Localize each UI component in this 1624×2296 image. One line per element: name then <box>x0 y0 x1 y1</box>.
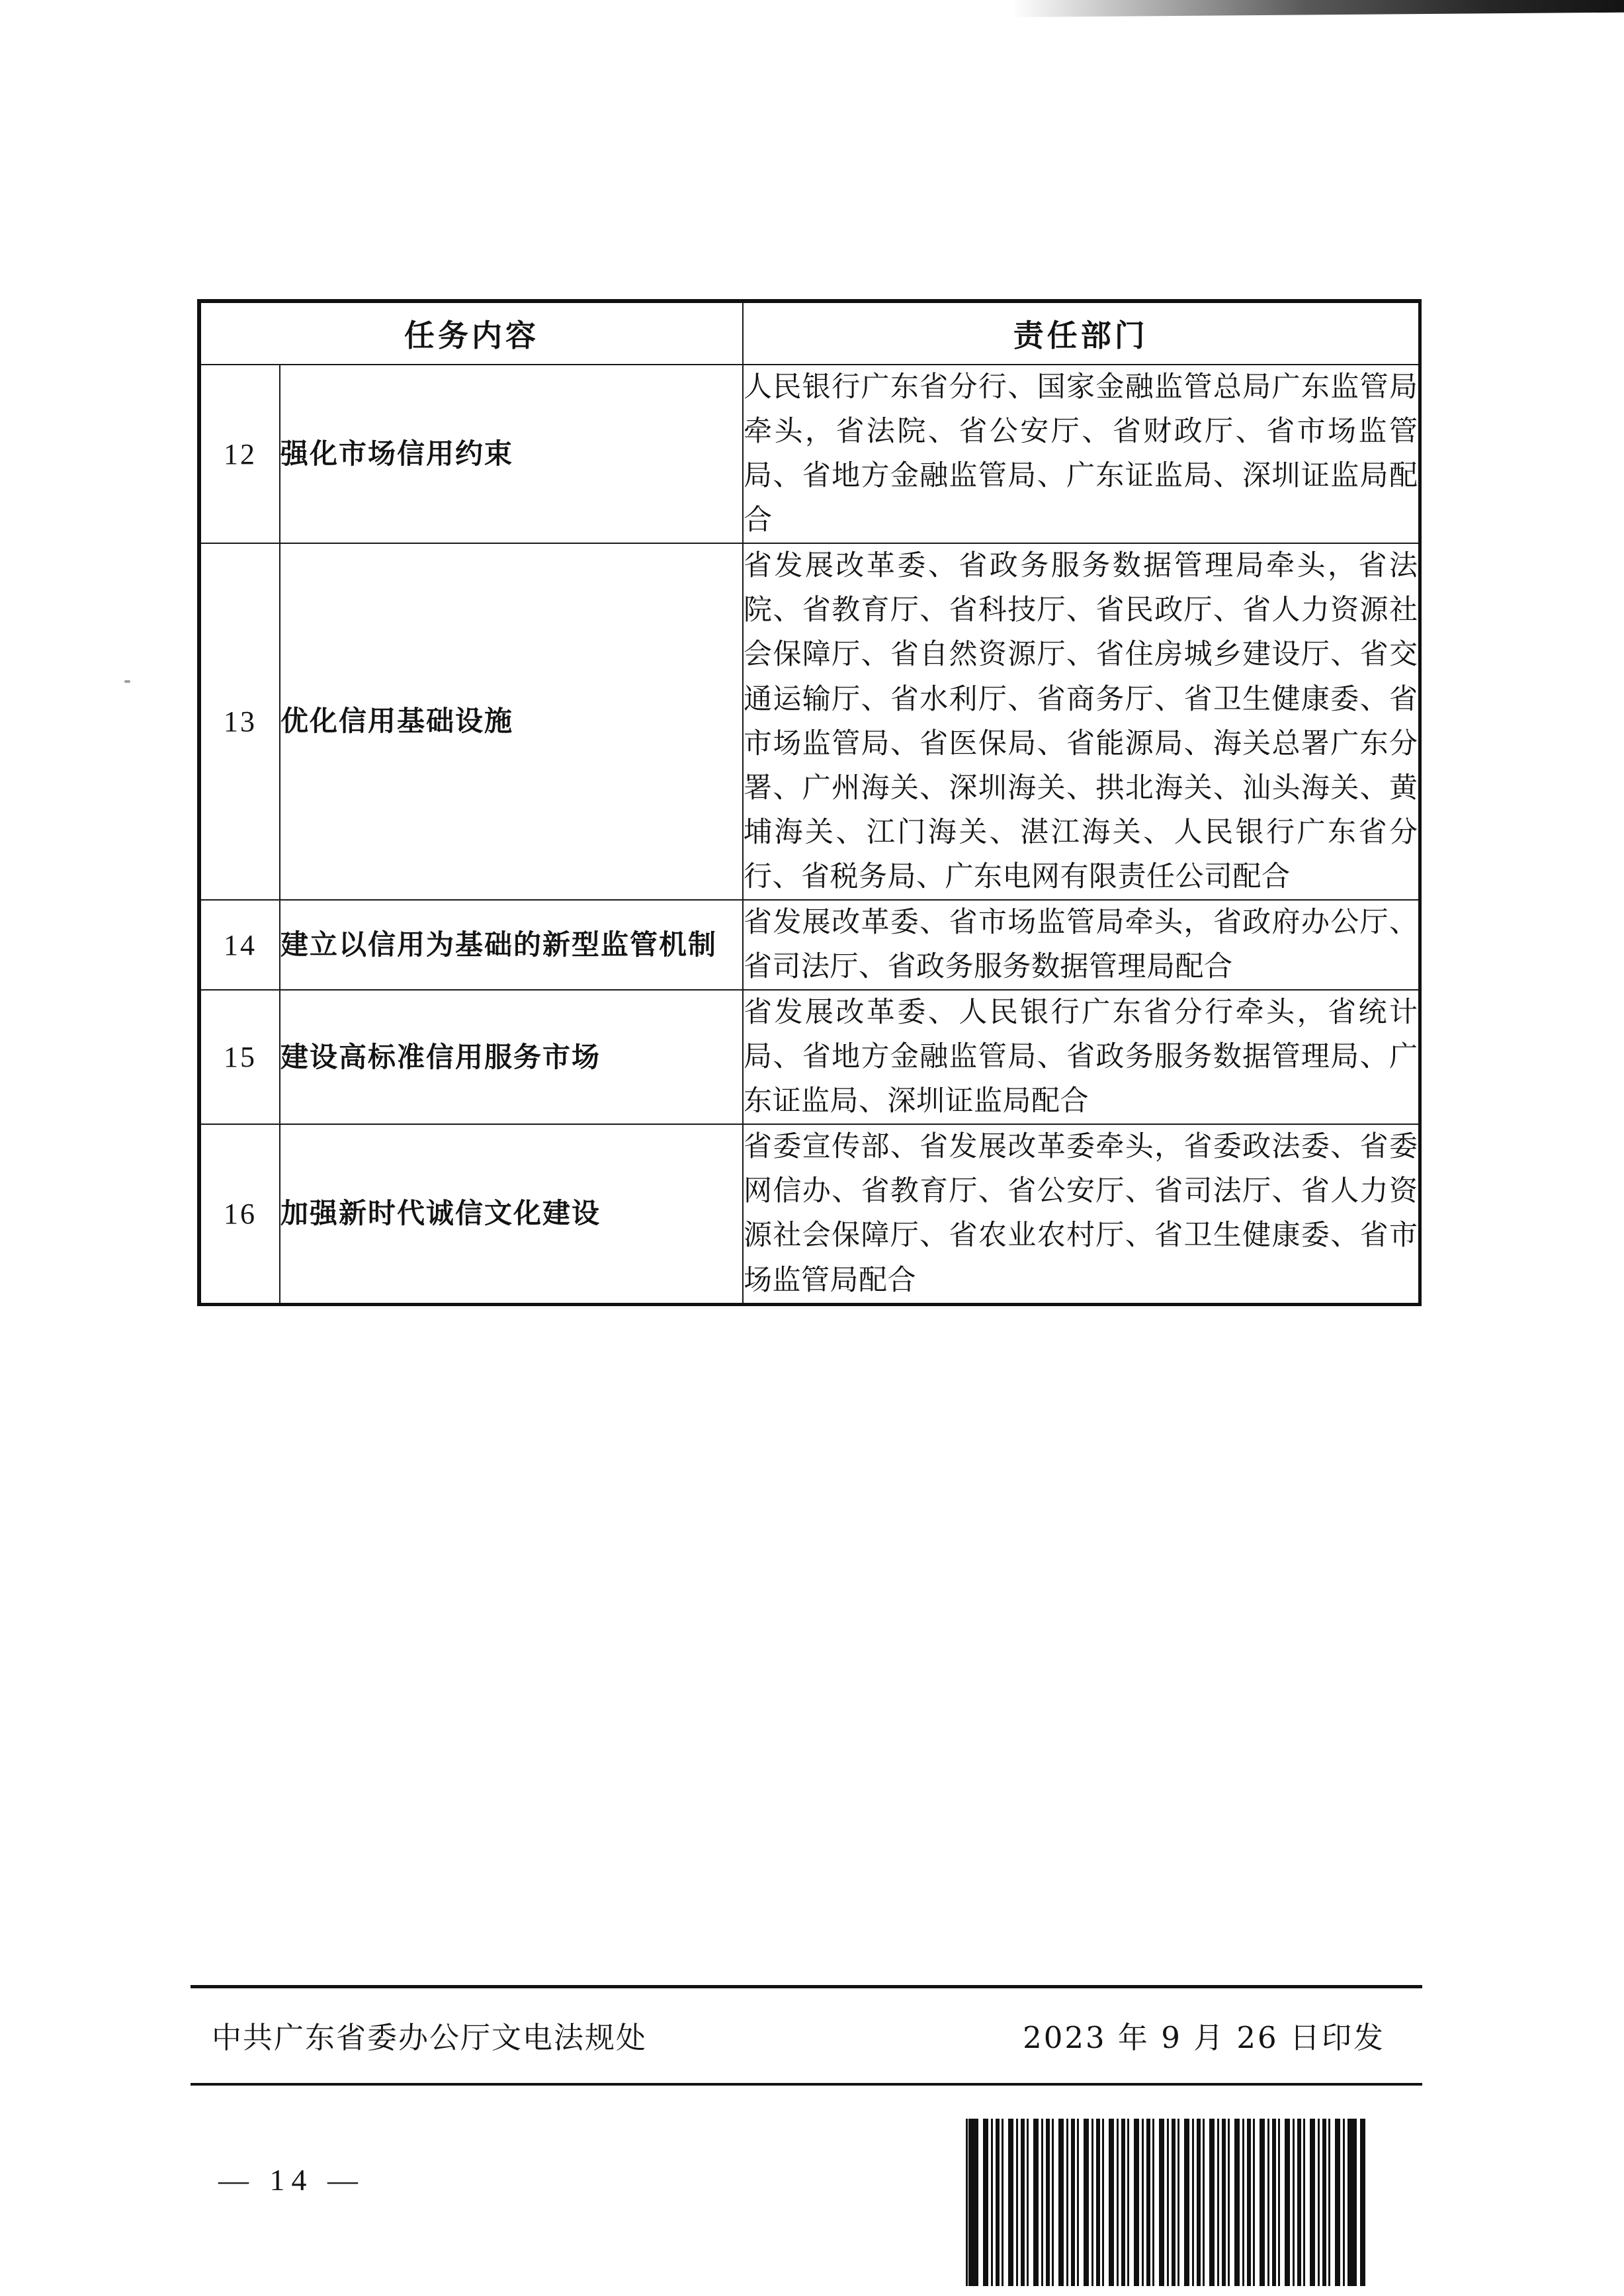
barcode-right-guard <box>1348 2119 1357 2286</box>
row-number: 14 <box>199 900 280 990</box>
task-content: 优化信用基础设施 <box>280 543 743 900</box>
table-row <box>199 365 1420 543</box>
task-content: 建设高标准信用服务市场 <box>280 990 743 1124</box>
task-content: 加强新时代诚信文化建设 <box>280 1124 743 1304</box>
column-header-task: 任务内容 <box>199 301 743 365</box>
footer-rule-bottom <box>191 2083 1422 2086</box>
footer-content-row <box>191 1988 1422 2083</box>
responsible-department: 省委宣传部、省发展改革委牵头，省委政法委、省委网信办、省教育厅、省公安厅、省司法厅、省人力资源社会保障厅、省农业农村厅、省卫生健康委、省市场监管局配合 <box>743 1124 1420 1304</box>
row-number: 13 <box>199 543 280 900</box>
row-number: 12 <box>199 365 280 543</box>
table-row <box>199 543 1420 900</box>
barcode <box>966 2119 1366 2286</box>
document-footer <box>191 1985 1422 2086</box>
responsible-department: 省发展改革委、人民银行广东省分行牵头，省统计局、省地方金融监管局、省政务服务数据管理局、广东证监局、深圳证监局配合 <box>743 990 1420 1124</box>
footer-issuing-office: 中共广东省委办公厅文电法规处 <box>212 2020 648 2055</box>
page-number: — 14 — <box>218 2163 364 2197</box>
table-row <box>199 990 1420 1124</box>
task-content: 强化市场信用约束 <box>280 365 743 543</box>
barcode-left-guard <box>968 2119 977 2286</box>
barcode-right-edge <box>1361 2119 1365 2286</box>
barcode-pattern <box>966 2119 1366 2286</box>
column-header-department: 责任部门 <box>743 301 1420 365</box>
table-row <box>199 1124 1420 1304</box>
footer-issue-date: 2023 年 9 月 26 日印发 <box>1023 2020 1385 2055</box>
task-responsibility-table <box>197 299 1422 1306</box>
responsible-department: 省发展改革委、省市场监管局牵头，省政府办公厅、省司法厅、省政务服务数据管理局配合 <box>743 900 1420 990</box>
row-number: 15 <box>199 990 280 1124</box>
row-number: 16 <box>199 1124 280 1304</box>
responsible-department: 人民银行广东省分行、国家金融监管总局广东监管局牵头，省法院、省公安厅、省财政厅、省市场监管局、省地方金融监管局、广东证监局、深圳证监局配合 <box>743 365 1420 543</box>
table-header-row <box>199 301 1420 365</box>
responsible-department: 省发展改革委、省政务服务数据管理局牵头，省法院、省教育厅、省科技厅、省民政厅、省人力资源社会保障厅、省自然资源厅、省住房城乡建设厅、省交通运输厅、省水利厅、省商务厅、省卫生健康委、省市场监管局、省医保局、省能源局、海关总署广东分署、广州海关、深圳海关、拱北海关、汕头海关、黄埔海关、江门海关、湛江海关、人民银行广东省分行、省税务局、广东电网有限责任公司配合 <box>743 543 1420 900</box>
table-row <box>199 900 1420 990</box>
task-content: 建立以信用为基础的新型监管机制 <box>280 900 743 990</box>
